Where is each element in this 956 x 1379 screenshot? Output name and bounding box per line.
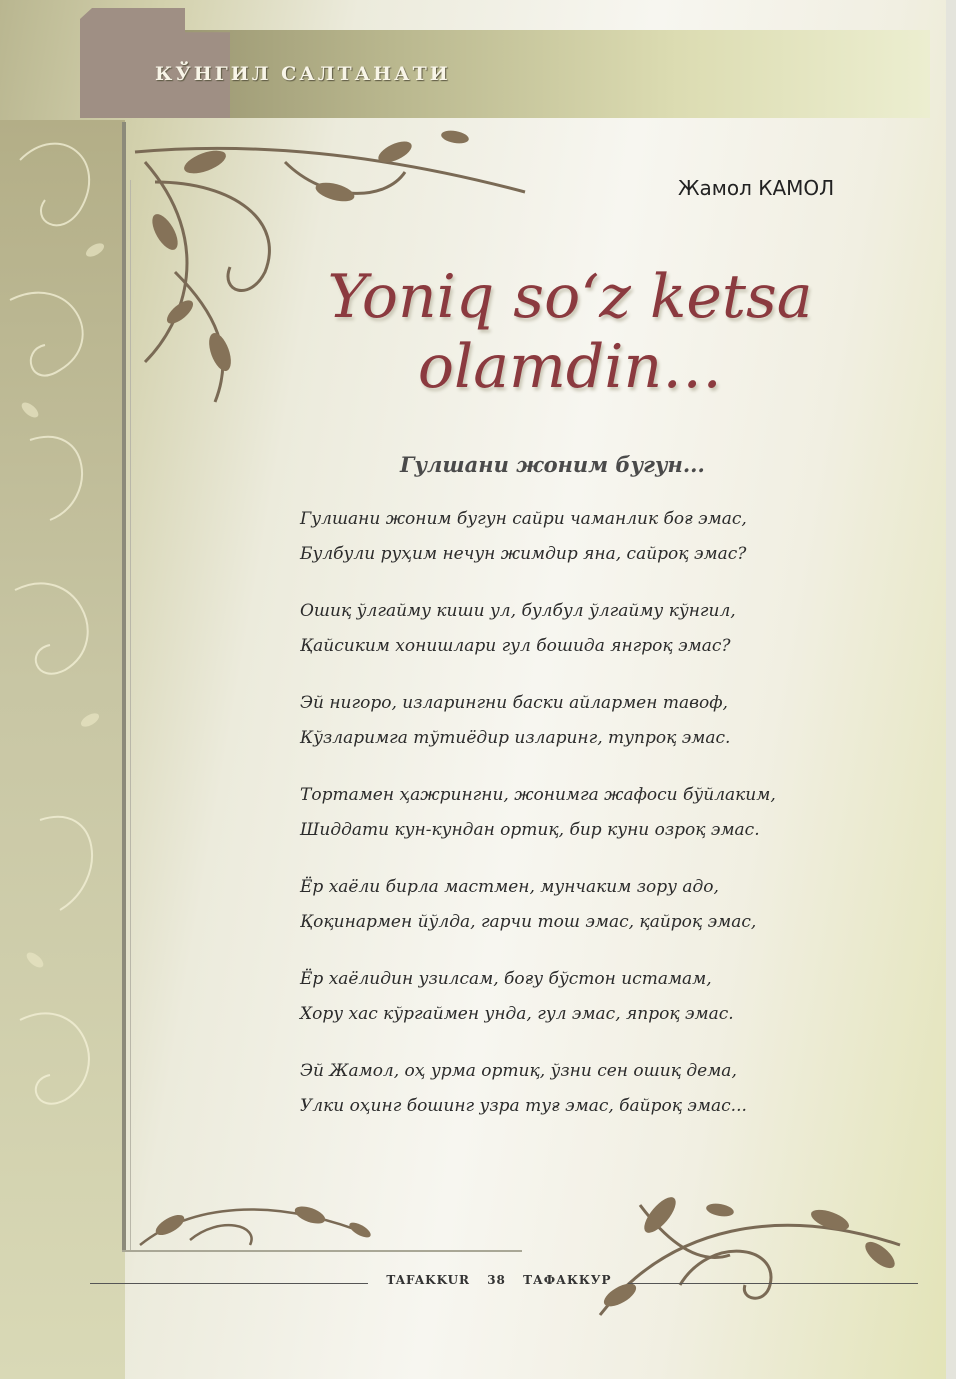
author-name: Жамол КАМОЛ — [678, 176, 835, 200]
poem-stanza — [300, 1054, 820, 1124]
poem-stanza — [300, 594, 820, 664]
poem-line: Улки оҳинг бошинг узра туғ эмас, байроқ эмас... — [300, 1096, 747, 1116]
bottom-right-ornament — [580, 1185, 910, 1325]
poem-line: Қоқинармен йўлда, гарчи тош эмас, қайроқ эмас, — [300, 912, 757, 932]
page-footer — [370, 1273, 628, 1287]
page-edge — [946, 0, 956, 1379]
footer-magazine-latin: TAFAKKUR — [386, 1273, 471, 1287]
poem-line: Ёр хаёли бирла мастмен, мунчаким зору адо, — [300, 877, 719, 897]
poem-body — [300, 502, 820, 1146]
script-title — [310, 262, 830, 402]
poem-line: Эй нигоро, изларингни баски айлармен тавоф, — [300, 693, 728, 713]
poem-title: Гулшани жоним бугун... — [400, 452, 705, 477]
poem-line: Кўзларимга тўтиёдир изларинг, тупроқ эмас. — [300, 728, 731, 748]
poem-line: Булбули руҳим нечун жимдир яна, сайроқ эмас? — [300, 544, 747, 564]
poem-line: Қайсиким хонишлари гул бошида янгроқ эмас? — [300, 636, 731, 656]
poem-line: Эй Жамол, оҳ урма ортиқ, ўзни сен ошиқ дема, — [300, 1061, 737, 1081]
poem-stanza — [300, 502, 820, 572]
footer-rule-left — [90, 1283, 368, 1284]
poem-stanza — [300, 870, 820, 940]
script-title-line-2: olamdin… — [417, 332, 723, 402]
footer-rule-right — [628, 1283, 918, 1284]
section-title: КЎНГИЛ САЛТАНАТИ — [155, 63, 451, 85]
poem-line: Шиддати кун-кундан ортиқ, бир куни озроқ эмас. — [300, 820, 760, 840]
left-swirl-ornament — [0, 120, 125, 1270]
poem-stanza — [300, 778, 820, 848]
poem-line: Ошиқ ўлгайму киши ул, булбул ўлгайму кўнгил, — [300, 601, 736, 621]
bottom-left-ornament — [130, 1185, 390, 1265]
footer-magazine-cyrillic: ТАФАККУР — [523, 1273, 612, 1287]
poem-line: Тортамен ҳажрингни, жонимга жафоси бўйлаким, — [300, 785, 776, 805]
page-number: 38 — [487, 1273, 506, 1287]
poem-line: Гулшани жоним бугун сайри чаманлик боғ эмас, — [300, 509, 747, 529]
script-title-line-1: Yoniq so‘z ketsa — [327, 262, 813, 332]
poem-line: Ёр хаёлидин узилсам, боғу бўстон истамам, — [300, 969, 712, 989]
poem-stanza — [300, 962, 820, 1032]
poem-line: Хору хас кўргаймен унда, гул эмас, япроқ эмас. — [300, 1004, 734, 1024]
poem-stanza — [300, 686, 820, 756]
